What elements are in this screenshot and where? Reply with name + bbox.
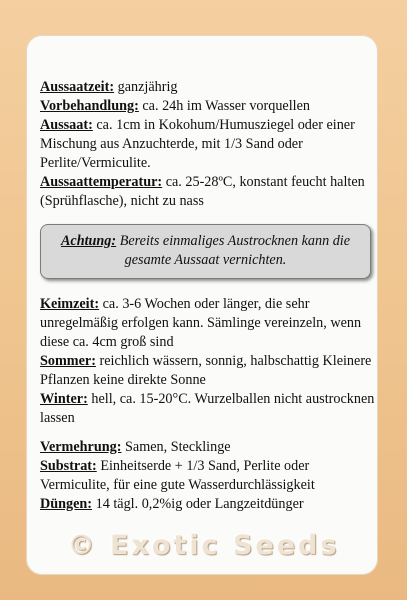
instructions-text [40, 78, 375, 514]
entry-substrat [40, 457, 375, 495]
entry-text: ca. 3-6 Wochen oder länger, die sehr unregelmäßig erfolgen kann. Sämlinge vereinzeln, wenn diese ca. 4cm groß sind [40, 296, 362, 350]
entry-winter [40, 390, 375, 428]
warning-text: Bereits einmaliges Austrocknen kann die gesamte Aussaat vernichten. [116, 233, 351, 268]
entry-text: reichlich wässern, sonnig, halbschattig Kleinere Pflanzen keine direkte Sonne [40, 353, 372, 388]
entry-text: ca. 24h im Wasser vorquellen [138, 98, 310, 114]
entry-label: Aussaatzeit: [40, 79, 115, 95]
entry-text: Samen, Stecklinge [121, 439, 231, 455]
spacer [40, 428, 375, 438]
entry-label: Aussaat: [40, 117, 93, 133]
entry-text: hell, ca. 15-20°C. Wurzelballen nicht austrocknen lassen [40, 391, 375, 426]
entry-aussaatzeit [40, 78, 375, 97]
entry-label: Keimzeit: [40, 296, 100, 312]
entry-vermehrung [40, 438, 375, 457]
entry-label: Winter: [40, 391, 88, 407]
warning-label: Achtung: [60, 233, 117, 249]
warning-box [40, 224, 371, 279]
entry-text: ca. 1cm in Kokohum/Humusziegel oder einer Mischung aus Anzuchterde, mit 1/3 Sand oder Perlite/Vermiculite. [40, 117, 355, 171]
entry-text: ganzjährig [114, 79, 178, 95]
entry-sommer [40, 352, 375, 390]
entry-text: ca. 25-28ºC, konstant feucht halten (Sprühflasche), nicht zu nass [40, 174, 365, 209]
watermark: © Exotic Seeds [67, 530, 340, 561]
entry-aussaat [40, 116, 375, 173]
entry-vorbehandlung [40, 97, 375, 116]
entry-text: Einheitserde + 1/3 Sand, Perlite oder Vermiculite, für eine gute Wasserdurchlässigkeit [40, 458, 315, 493]
entry-text: 14 tägl. 0,2%ig oder Langzeitdünger [92, 496, 304, 512]
entry-keimzeit [40, 295, 375, 352]
entry-label: Düngen: [40, 496, 93, 512]
entry-label: Vorbehandlung: [40, 98, 139, 114]
entry-duengen [40, 495, 375, 514]
entry-aussaattemperatur [40, 173, 375, 211]
entry-label: Vermehrung: [40, 439, 122, 455]
entry-label: Sommer: [40, 353, 96, 369]
entry-label: Aussaattemperatur: [40, 174, 163, 190]
entry-label: Substrat: [40, 458, 97, 474]
